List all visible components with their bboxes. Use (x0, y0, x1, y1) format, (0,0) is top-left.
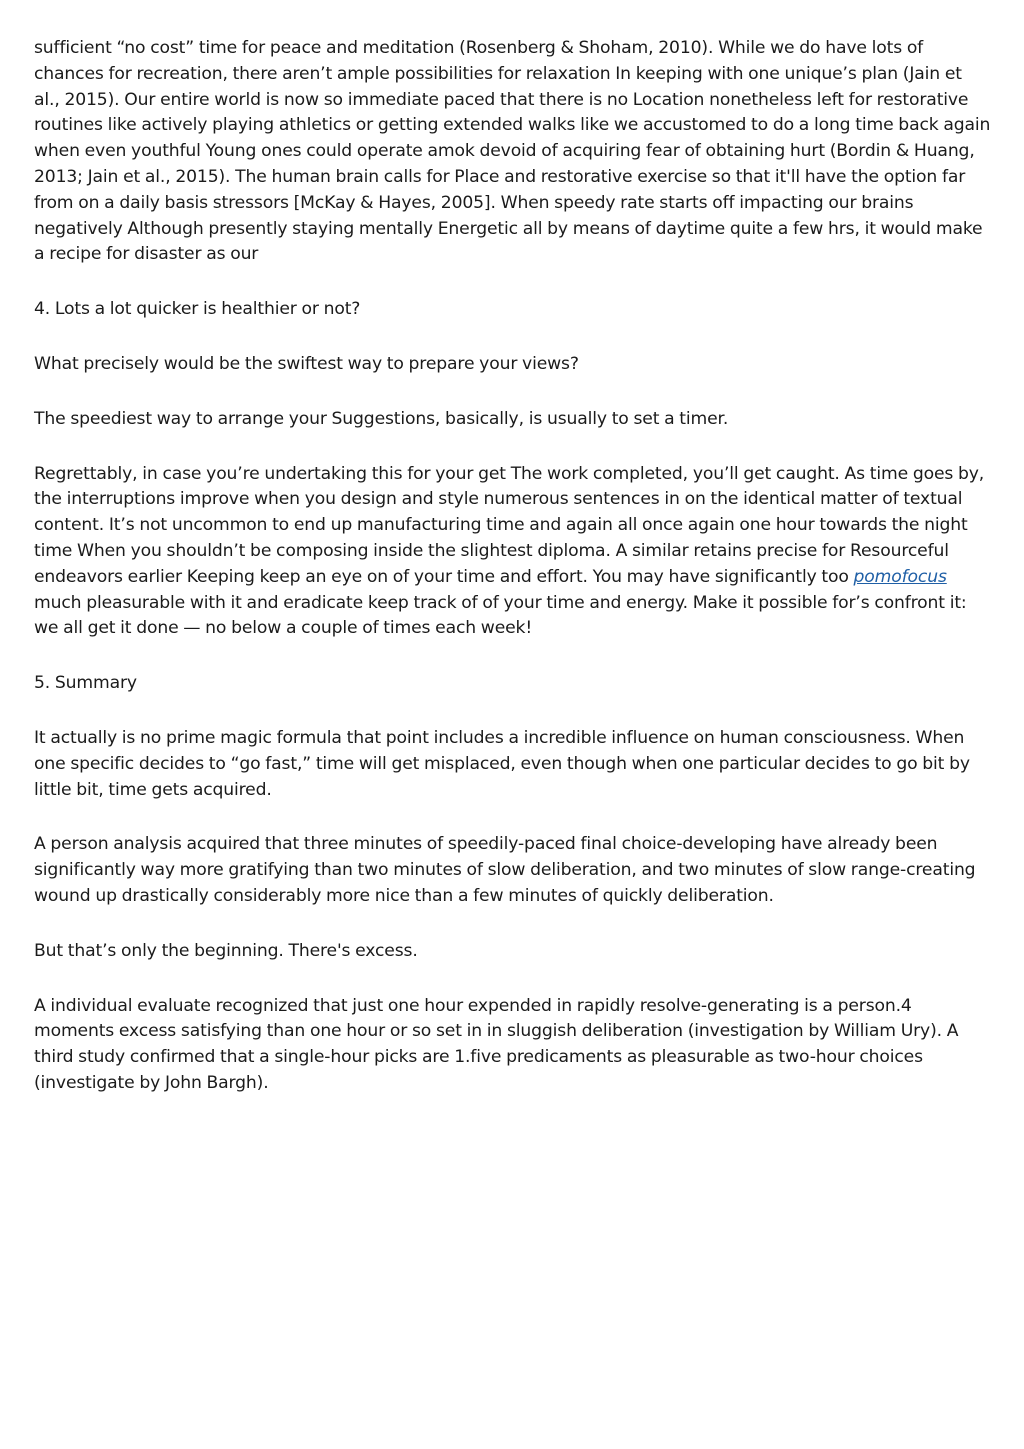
paragraph-intro: sufficient “no cost” time for peace and meditation (Rosenberg & Shoham, 2010). While we do have lots of chances for recreation, there aren’t ample possibilities for relaxation In keeping with one unique’s plan (Jain et al., 2015). Our entire world is now so immediate paced that there is no Location nonetheless left for restorative routines like actively playing athletics or getting extended walks like we accustomed to do a long time back again when even youthful Young ones could operate amok devoid of acquiring fear of obtaining hurt (Bordin & Huang, 2013; Jain et al., 2015). The human brain calls for Place and restorative exercise so that it'll have the option far from on a daily basis stressors [McKay & Hayes, 2005]. When speedy rate starts off impacting our brains negatively Although presently staying mentally Energetic all by means of daytime quite a few hrs, it would make a recipe for disaster as our (34, 38, 991, 265)
paragraph-question: What precisely would be the swiftest way to prepare your views? (34, 353, 579, 374)
paragraph-interruptions (34, 462, 992, 643)
paragraph-timer: The speediest way to arrange your Suggestions, basically, is usually to set a timer. (34, 408, 729, 429)
pomofocus-link[interactable]: pomofocus (853, 566, 947, 587)
paragraph-interruptions-text-start: Regrettably, in case you’re undertaking this for your get The work completed, you’ll get caught. As time goes by, the interruptions improve when you design and style numerous sentences in on the identical matter of textual content. It’s not uncommon to end up manufacturing time and again all once again one hour towards the night time When you shouldn’t be composing inside the slightest diploma. A similar retains precise for Resourceful endeavors earlier Keeping keep an eye on of your time and effort. You may have significantly too (34, 463, 985, 587)
paragraph-summary: It actually is no prime magic formula that point includes a incredible influence on human consciousness. When one specific decides to “go fast,” time will get misplaced, even though when one particular decides to go bit by little bit, time gets acquired. (34, 727, 970, 800)
paragraph-study: A individual evaluate recognized that just one hour expended in rapidly resolve-generating is a person.4 moments excess satisfying than one hour or so set in in sluggish deliberation (investigation by William Ury). A third study confirmed that a single-hour picks are 1.five predicaments as pleasurable as two-hour choices (investigate by John Bargh). (34, 995, 959, 1093)
paragraph-analysis: A person analysis acquired that three minutes of speedily-paced final choice-developing have already been significantly way more gratifying than two minutes of slow deliberation, and two minutes of slow range-creating wound up drastically considerably more nice than a few minutes of quickly deliberation. (34, 834, 976, 906)
section-heading-4: 4. Lots a lot quicker is healthier or not? (34, 299, 361, 320)
paragraph-interruptions-text-end: much pleasurable with it and eradicate keep track of of your time and energy. Make it possible for’s confront it: we all get it done — no below a couple of times each week! (34, 592, 967, 639)
document-body (34, 36, 992, 1126)
paragraph-beginning: But that’s only the beginning. There's excess. (34, 940, 418, 961)
section-heading-5: 5. Summary (34, 673, 137, 694)
